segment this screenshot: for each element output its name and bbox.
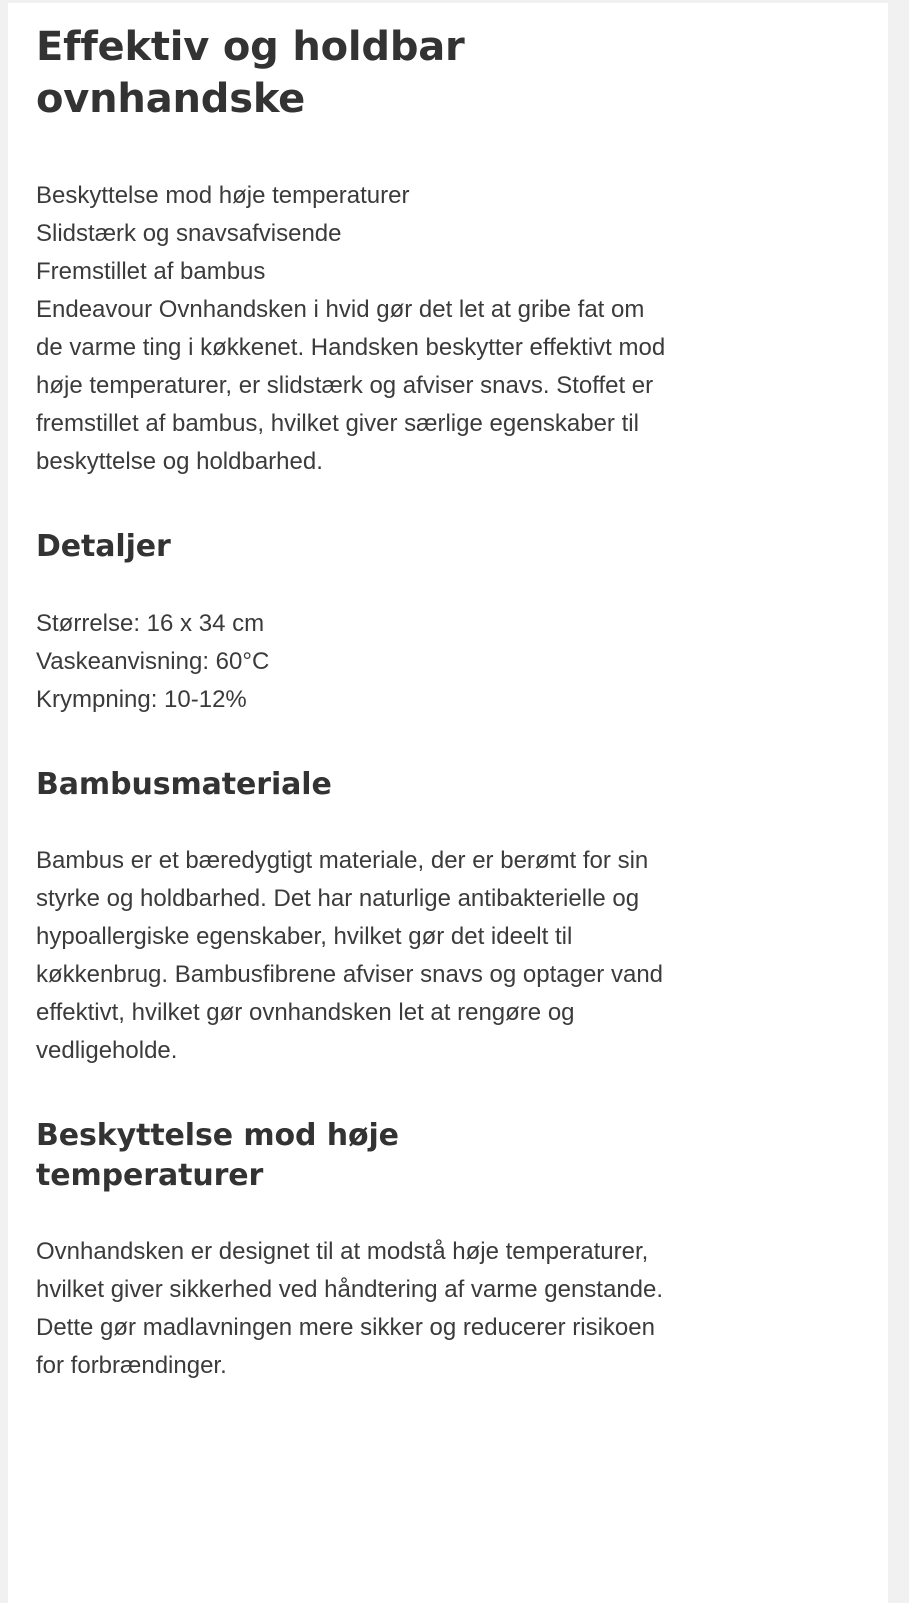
spec-line-shrinkage: Krympning: 10-12%: [36, 685, 247, 713]
spec-line-wash: Vaskeanvisning: 60°C: [36, 647, 270, 675]
description-content: [36, 3, 860, 1385]
intro-feature-line: Fremstillet af bambus: [36, 258, 266, 285]
section-paragraph-beskyttelse: Ovnhandsken er designet til at modstå høje temperaturer, hvilket giver sikkerhed ved håndtering af varme genstande. Dette gør madlavningen mere sikker og reducerer risikoen for forbrændinger.: [36, 1238, 664, 1380]
section-paragraph-bambusmateriale: Bambus er et bæredygtigt materiale, der er berømt for sin styrke og holdbarhed. Det har naturlige antibakterielle og hypoallergiske egenskaber, hvilket gør det ideelt til køkkenbrug. Bambusfibrene afviser snavs og optager vand effektivt, hvilket gør ovnhandsken let at rengøre og vedligeholde.: [36, 847, 664, 1065]
intro-feature-line: Beskyttelse mod høje temperaturer: [36, 182, 410, 209]
product-description-card: [8, 3, 888, 1603]
section-heading-detaljer: Detaljer: [36, 529, 171, 564]
spacer-after-bambusmateriale-heading: [36, 804, 860, 842]
spacer-before-bambusmateriale: [36, 719, 860, 765]
spacer-after-detaljer-heading: [36, 567, 860, 605]
section-heading-bambusmateriale: Bambusmateriale: [36, 766, 332, 802]
specs-list: [36, 605, 676, 719]
spacer-before-detaljer: [36, 481, 860, 527]
intro-feature-line: Slidstærk og snavsafvisende: [36, 220, 342, 247]
spacer-before-beskyttelse: [36, 1070, 860, 1116]
spec-line-size: Størrelse: 16 x 34 cm: [36, 609, 265, 637]
intro-paragraph: Endeavour Ovnhandsken i hvid gør det let at gribe fat om de varme ting i køkkenet. Handsken beskytter effektivt mod høje temperaturer, er slidstærk og afviser snavs. Stoffet er fremstillet af bambus, hvilket giver særlige egenskaber til beskyttelse og holdbarhed.: [36, 296, 666, 475]
spacer-after-title: [36, 125, 860, 177]
page-title: Effektiv og holdbar ovnhandske: [36, 24, 465, 122]
section-heading-beskyttelse: Beskyttelse mod høje temperaturer: [36, 1118, 399, 1193]
intro-block: [36, 177, 676, 481]
spacer-after-beskyttelse-heading: [36, 1195, 860, 1233]
